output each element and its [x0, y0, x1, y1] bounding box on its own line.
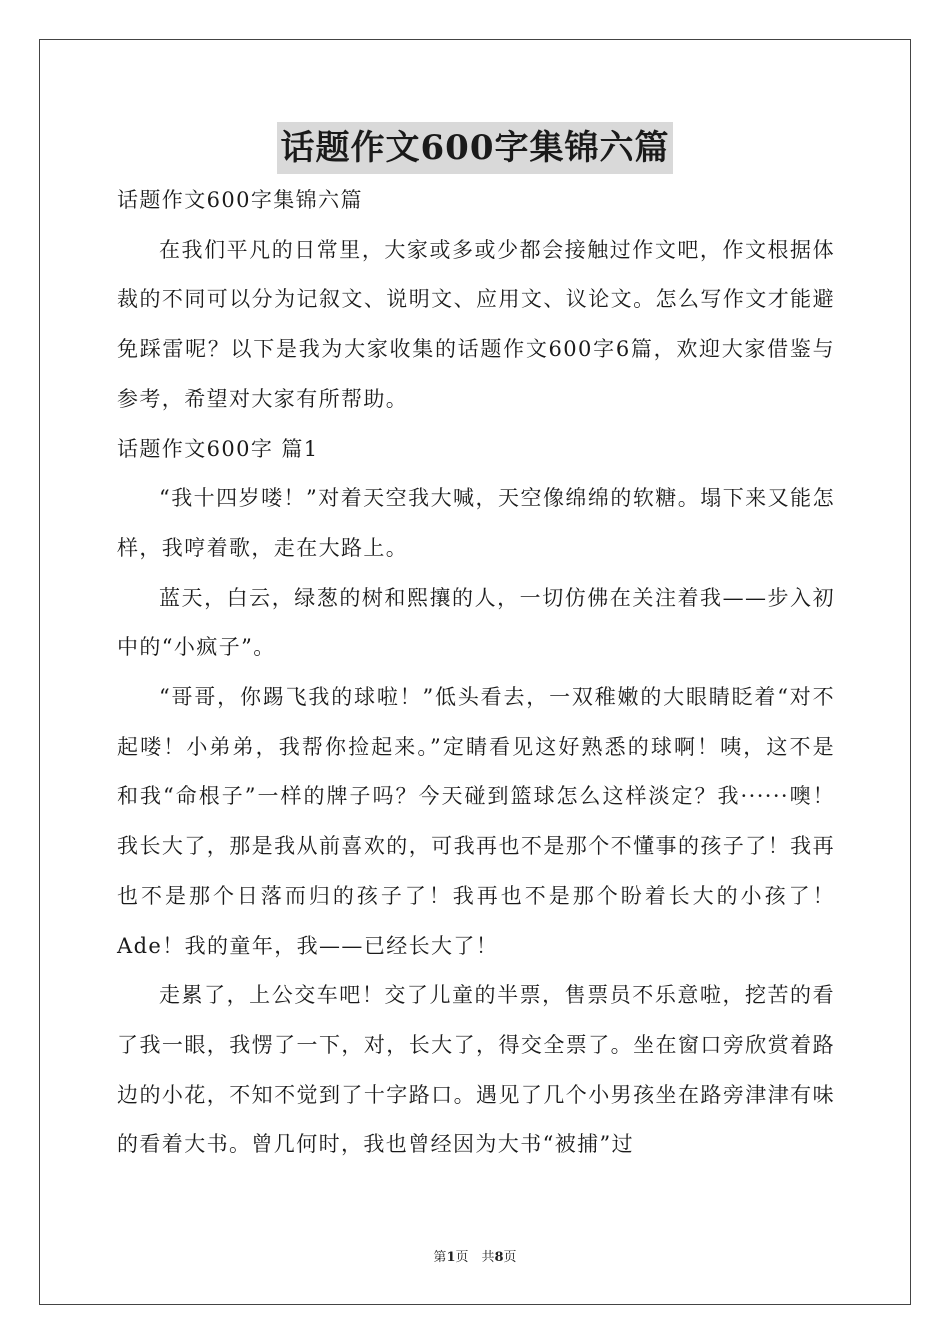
page-prefix: 第	[433, 1250, 447, 1265]
document-title-wrapper	[0, 122, 950, 174]
page-current: 1	[446, 1250, 456, 1265]
document-body	[117, 176, 835, 1170]
intro-paragraph: 在我们平凡的日常里，大家或多或少都会接触过作文吧，作文根据体裁的不同可以分为记叙文、说明文、应用文、议论文。怎么写作文才能避免踩雷呢？以下是我为大家收集的话题作文600字6篇，欢迎大家借鉴与参考，希望对大家有所帮助。	[117, 237, 835, 411]
document-subtitle: 话题作文600字集锦六篇	[117, 188, 363, 212]
page-suffix: 页	[503, 1250, 517, 1265]
document-title: 话题作文600字集锦六篇	[277, 122, 674, 174]
body-paragraph: “我十四岁喽！”对着天空我大喊，天空像绵绵的软糖。塌下来又能怎样，我哼着歌，走在大路上。	[117, 486, 835, 560]
page-total: 8	[494, 1250, 504, 1265]
section-heading: 话题作文600字 篇1	[117, 436, 319, 461]
body-paragraph: 蓝天，白云，绿葱的树和熙攘的人，一切仿佛在关注着我——步入初中的“小疯子”。	[117, 585, 835, 660]
page-footer	[0, 1246, 950, 1265]
body-paragraph: “哥哥，你踢飞我的球啦！”低头看去，一双稚嫩的大眼睛眨着“对不起喽！小弟弟，我帮你捡起来。”定睛看见这好熟悉的球啊！咦，这不是和我“命根子”一样的牌子吗？今天碰到篮球怎么这样淡定？我······噢！我长大了，那是我从前喜欢的，可我再也不是那个不懂事的孩子了！我再也不是那个日落而归的孩子了！我再也不是那个盼着长大的小孩了！Ade！我的童年，我——已经长大了！	[117, 685, 835, 958]
body-paragraph: 走累了，上公交车吧！交了儿童的半票，售票员不乐意啦，挖苦的看了我一眼，我愣了一下，对，长大了，得交全票了。坐在窗口旁欣赏着路边的小花，不知不觉到了十字路口。遇见了几个小男孩坐在路旁津津有味的看着大书。曾几何时，我也曾经因为大书“被捕”过	[117, 983, 835, 1157]
page-mid: 页 共	[455, 1250, 495, 1265]
